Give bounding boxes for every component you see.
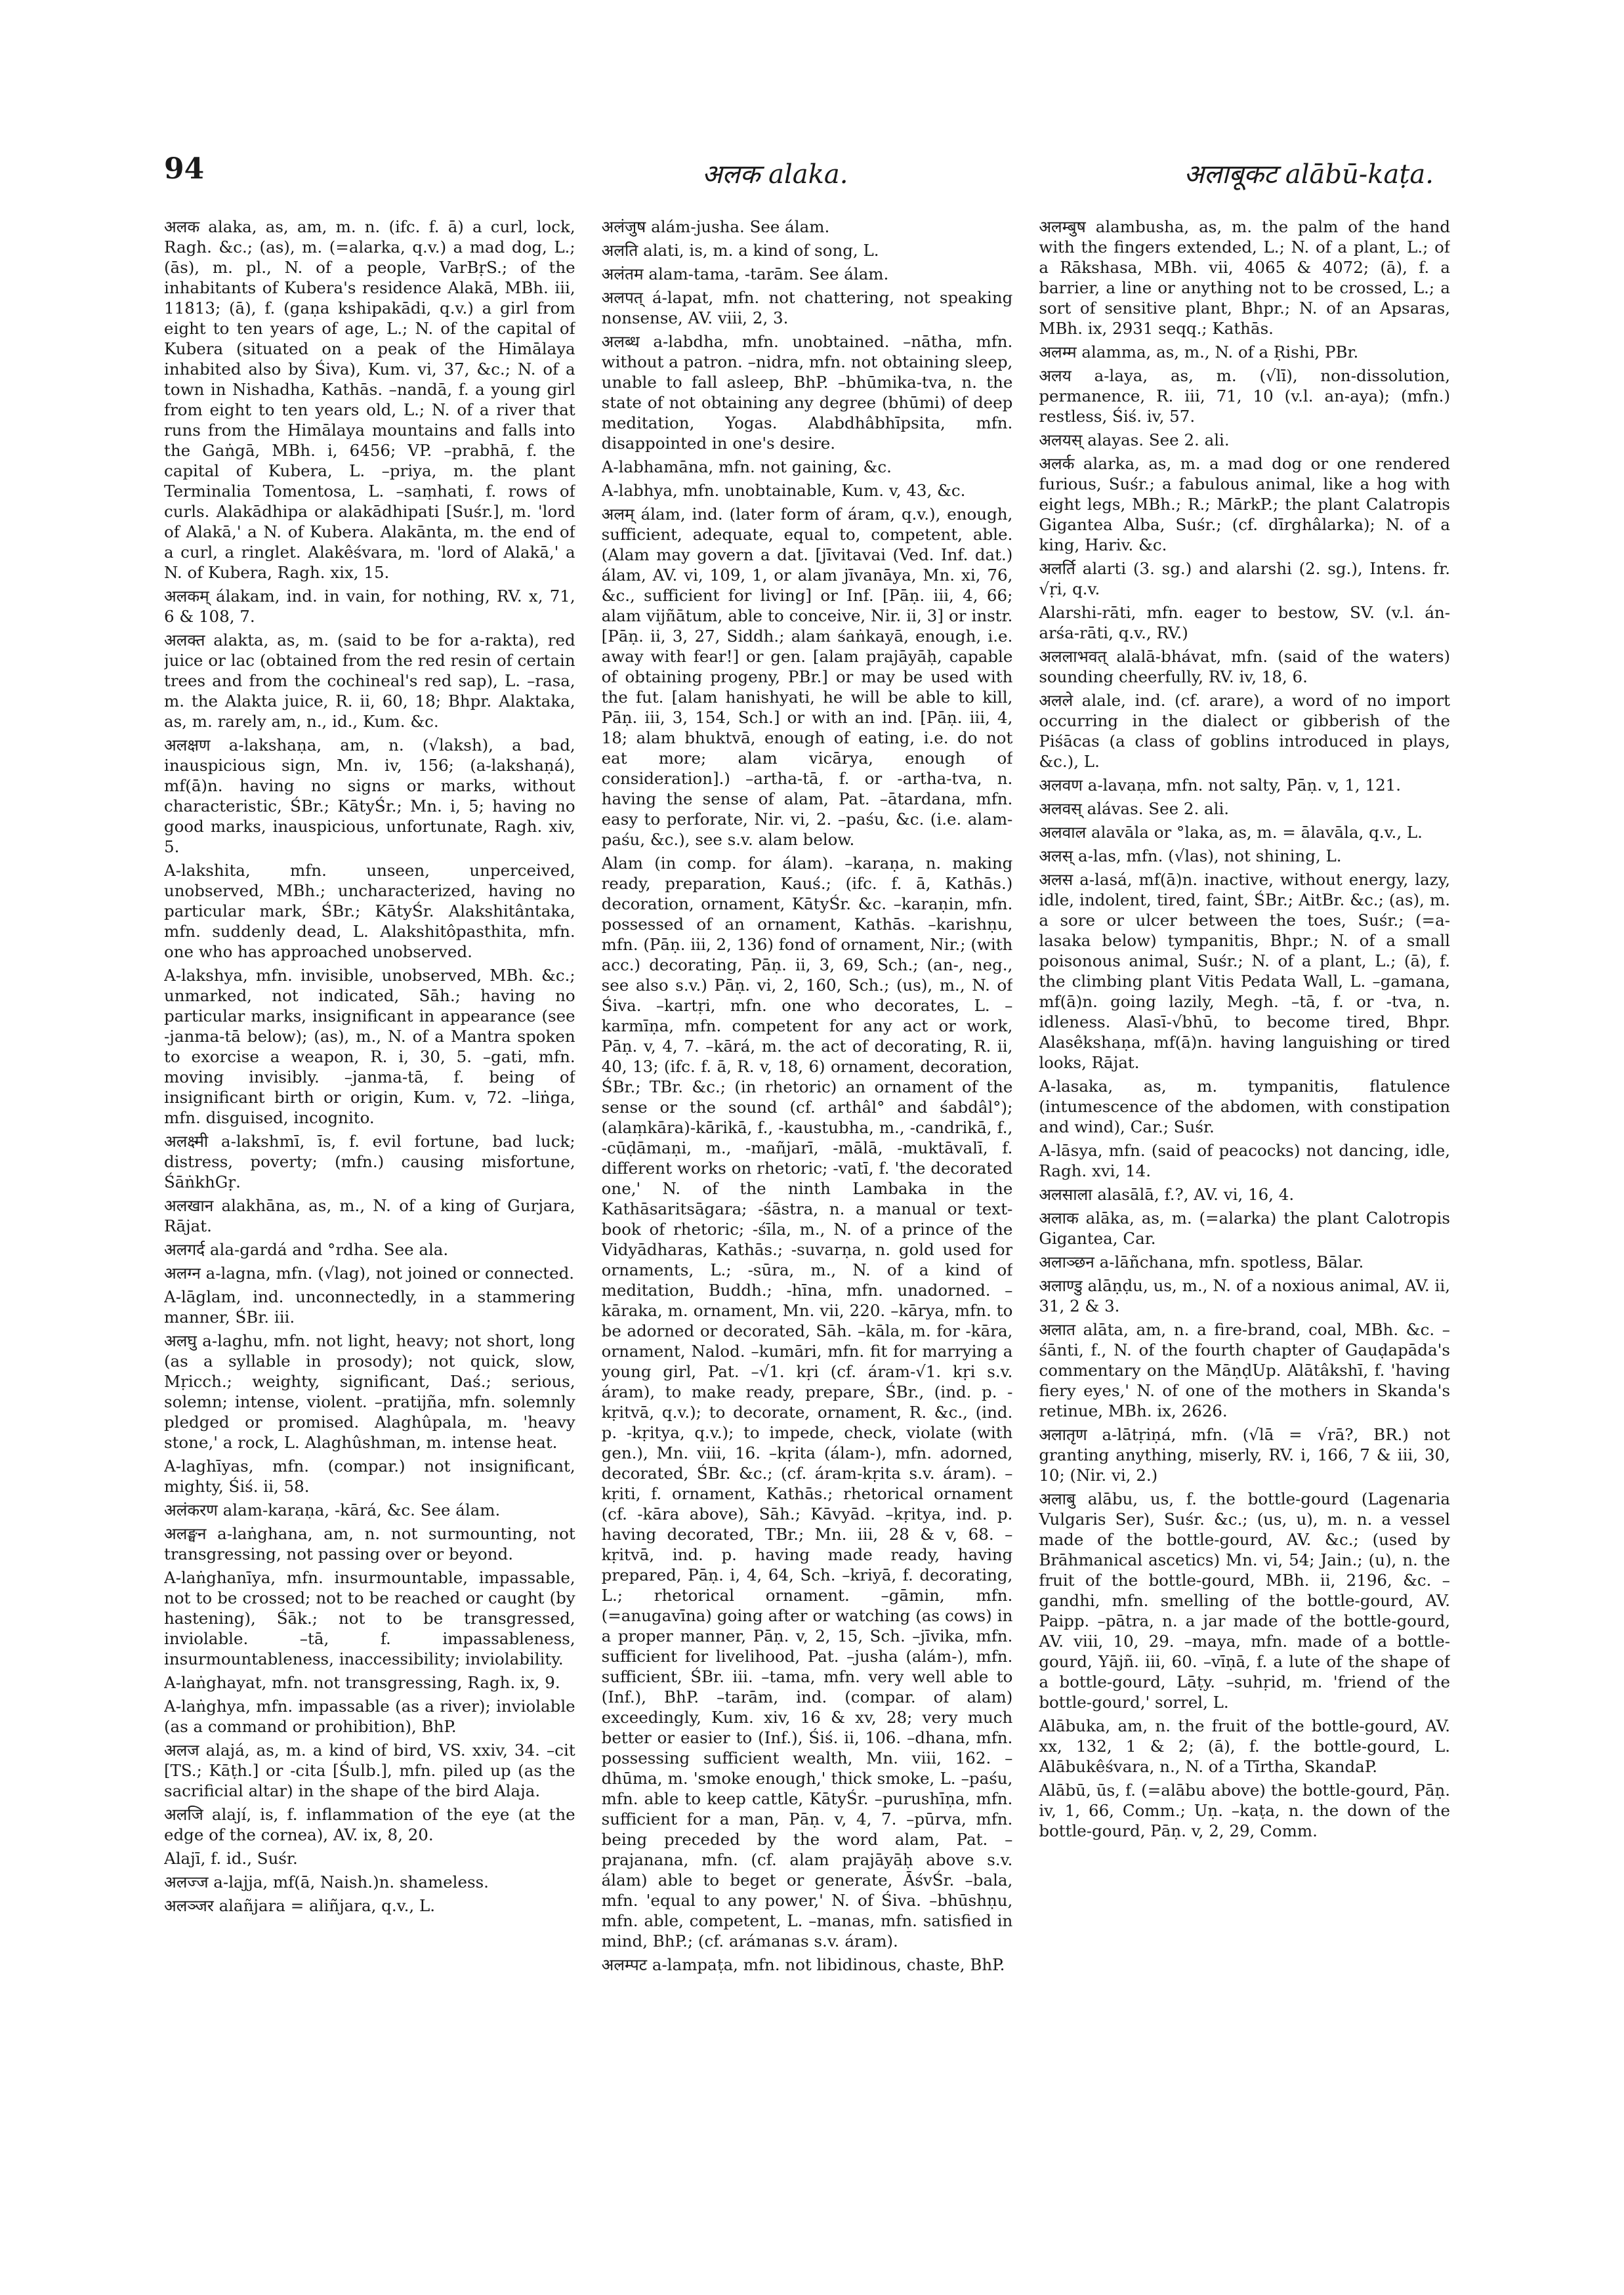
dictionary-entry: A-laṅghayat, mfn. not transgressing, Ragh. ix, 9. (164, 1673, 560, 1692)
dictionary-entry: अलाक alāka, as, m. (=alarka) the plant Calotropis Gigantea, Car. (1039, 1209, 1451, 1248)
column-3 (1039, 217, 1450, 2218)
dictionary-entry: अलसाला alasālā, f.?, AV. vi, 16, 4. (1039, 1185, 1295, 1204)
dictionary-entry: अलर्ति alarti (3. sg.) and alarshi (2. sg.), Intens. fr. √ṛi, q.v. (1039, 559, 1451, 598)
dictionary-entry: अलक्ष्मी a-lakshmī, īs, f. evil fortune, bad luck; distress, poverty; (mfn.) causing misfortune, ŚāṅkhGṛ. (164, 1132, 575, 1191)
dictionary-entry: A-laṅghanīya, mfn. insurmountable, impassable, not to be crossed; not to be reached or caught (by hastening), Śāk.; not to be transgressed, inviolable. –tā, f. impassableness, insurmountableness, inaccessibility; inviolability. (164, 1568, 575, 1668)
dictionary-entry: अलज alajá, as, m. a kind of bird, VS. xxiv, 34. –cit [TS.; Kāṭh.] or -cita [Śulb.], mfn. piled up (as the sacrificial altar) in the shape of the bird Alaja. (164, 1741, 575, 1800)
dictionary-entry: अलय a-laya, as, m. (√lī), non-dissolution, permanence, R. iii, 71, 10 (v.l. an-aya); (mfn.) restless, Śiś. iv, 57. (1039, 366, 1451, 426)
dictionary-entry: अलंजुष alám-jusha. See álam. (601, 217, 830, 236)
dictionary-entry: अलघु a-laghu, mfn. not light, heavy; not short, long (as a syllable in prosody); not quick, slow, Mṛicch.; weighty, significant, Daś.; serious, solemn; intense, violent. –pratijña, mfn. solemnly pledged or promised. Alaghûpala, m. 'heavy stone,' a rock, L. Alaghûshman, m. intense heat. (164, 1331, 575, 1452)
left-running-headword: अलक alaka. (702, 159, 848, 190)
dictionary-entry: अललाभवत् alalā-bhávat, mfn. (said of the waters) sounding cheerfully, RV. iv, 18, 6. (1039, 647, 1451, 686)
dictionary-entry: अलग्न a-lagna, mfn. (√lag), not joined or connected. (164, 1264, 575, 1283)
dictionary-entry: अलम्म alamma, as, m., N. of a Ṛishi, PBr. (1039, 342, 1359, 362)
dictionary-entry: अलब्ध a-labdha, mfn. unobtained. –nātha, mfn. without a patron. –nidra, mfn. not obtaining sleep, unable to fall asleep, BhP. –bhūmika-tva, n. the state of not obtaining any degree (bhūmi) of deep meditation, Yogas. Alabdhâbhīpsita, mfn. disappointed in one's desire. (601, 332, 1013, 453)
dictionary-entry: अलाबु alābu, us, f. the bottle-gourd (Lagenaria Vulgaris Ser), Suśr. &c.; (us, u), m. n. a vessel made of the bottle-gourd, AV. &c.; (used by Brāhmanical ascetics) Mn. vi, 54; Jain.; (u), n. the fruit of the bottle-gourd, MBh. ii, 2196, &c. –gandhi, mfn. smelling of the bottle-gourd, AV. Paipp. –pātra, n. a jar made of the bottle-gourd, AV. viii, 10, 29. –maya, mfn. made of a bottle-gourd, Yājñ. iii, 60. –vīṇā, f. a lute of the shape of a bottle-gourd, Lāṭy. –suhṛid, m. 'friend of the bottle-gourd,' sorrel, L. (1039, 1489, 1451, 1712)
column-2 (602, 217, 1013, 2218)
dictionary-entry: अलपत् á-lapat, mfn. not chattering, not speaking nonsense, AV. viii, 2, 3. (601, 288, 1013, 327)
dictionary-entry: अलवाल alavāla or °laka, as, m. = ālavāla, q.v., L. (1039, 823, 1423, 842)
dictionary-columns (164, 217, 1450, 2218)
dictionary-entry: Alam (in comp. for álam). –karaṇa, n. making ready, preparation, Kauś.; (ifc. f. ā, Kathās.) decoration, ornament, KātyŚr. &c. –karaṇin, mfn. possessed of an ornament, Kathās. –karishṇu, mfn. (Pāṇ. iii, 2, 136) fond of ornament, Nir.; (with acc.) decorating, Pāṇ. ii, 3, 69, Sch.; (an-, neg., see also s.v.) Pāṇ. vi, 2, 160, Sch.; (us), m., N. of Śiva. –kartṛi, mfn. one who decorates, L. –karmīṇa, mfn. competent for any act or work, Pāṇ. v, 4, 7. –kārá, m. the act of decorating, R. ii, 40, 13; (ifc. f. ā, R. v, 18, 6) ornament, decoration, ŚBr.; TBr. &c.; (in rhetoric) an ornament of the sense or the sound (cf. arthâl° and śabdâl°); (alaṃkāra)-kārikā, f., -kaustubha, m., -candrikā, f., -cūḍāmaṇi, m., -mañjarī, -mālā, -muktāvalī, f. different works on rhetoric; -vatī, f. 'the decorated one,' N. of the ninth Lambaka in the Kathāsaritsāgara; -śāstra, n. a manual or text-book of rhetoric; -śīla, m., N. of a prince of the Vidyādharas, Kathās.; -suvarṇa, n. gold used for ornaments, L.; -sūra, m., N. of a kind of meditation, Buddh.; -hīna, mfn. unadorned. –kāraka, m. ornament, Mn. vii, 220. –kārya, mfn. to be adorned or decorated, Sāh. –kāla, m. for -kāra, ornament, Nalod. –kumāri, mfn. fit for marrying a young girl, Pat. –√1. kṛi (cf. áram-√1. kṛi s.v. áram), to make ready, prepare, ŚBr., (ind. p. -kṛitvā, q.v.); to decorate, ornament, R. &c., (ind. p. -kṛitya, q.v.); to impede, check, violate (with gen.), Mn. viii, 16. –kṛita (álam-), mfn. adorned, decorated, ŚBr. &c.; (cf. áram-kṛita s.v. áram). –kṛiti, f. ornament, Kathās.; rhetorical ornament (cf. -kāra above), Sāh.; Kāvyād. –kṛitya, ind. p. having decorated, TBr.; Mn. iii, 28 & v, 68. –kṛitvā, ind. p. having made ready, having prepared, Pāṇ. i, 4, 64, Sch. –kriyā, f. decorating, L.; rhetorical ornament. –gāmin, mfn. (=anugavīna) going after or watching (as cows) in a proper manner, Pāṇ. v, 2, 15, Sch. –jīvika, mfn. sufficient for livelihood, Pat. –jusha (alám-), mfn. sufficient, ŚBr. iii. –tama, mfn. very well able to (Inf.), BhP. –tarām, ind. (compar. of alam) exceedingly, Kum. xiv, 16 & xv, 28; very much better or easier to (Inf.), Śiś. ii, 106. –dhana, mfn. possessing sufficient wealth, Mn. viii, 162. –dhūma, m. 'smoke enough,' thick smoke, L. –paśu, mfn. able to keep cattle, KātyŚr. –purushīṇa, mfn. sufficient for a man, Pāṇ. v, 4, 7. –pūrva, mfn. being preceded by the word alam, Pat. –prajanana, mfn. (cf. alam prajāyāḥ above s.v. álam) able to beget or generate, ĀśvŚr. –bala, mfn. 'equal to any power,' N. of Śiva. –bhūshṇu, mfn. able, competent, L. –manas, mfn. satisfied in mind, BhP.; (cf. arámanas s.v. áram). (601, 854, 1013, 1951)
column-1 (164, 217, 575, 2218)
dictionary-entry: A-lasaka, as, m. tympanitis, flatulence (intumescence of the abdomen, with constipation and wind), Car.; Suśr. (1039, 1077, 1451, 1136)
dictionary-entry: A-lāsya, mfn. (said of peacocks) not dancing, idle, Ragh. xvi, 14. (1039, 1141, 1451, 1180)
dictionary-entry: अलंकरण alam-karaṇa, -kārá, &c. See álam. (164, 1500, 501, 1520)
dictionary-entry: Alābuka, am, n. the fruit of the bottle-gourd, AV. xx, 132, 1 & 2; (ā), f. the bottle-gourd, L. Alābukêśvara, n., N. of a Tīrtha, SkandaP. (1039, 1716, 1451, 1776)
dictionary-entry: अलात alāta, am, n. a fire-brand, coal, MBh. &c. –śānti, f., N. of the fourth chapter of Gauḍapāda's commentary on the MāṇḍUp. Alātâkshī, f. 'having fiery eyes,' N. of one of the mothers in Skanda's retinue, MBh. ix, 2626. (1039, 1320, 1451, 1420)
dictionary-entry: अलवस् alávas. See 2. ali. (1039, 799, 1230, 818)
dictionary-entry: अलम्बुष alambusha, as, m. the palm of the hand with the fingers extended, L.; N. of a plant, L.; of a Rākshasa, MBh. vii, 4065 & 4072; (ā), f. a barrier, a line or anything not to be crossed, L.; a sort of sensitive plant, Bhpr.; N. of an Apsaras, MBh. ix, 2931 seqq.; Kathās. (1039, 217, 1451, 338)
page-number: 94 (164, 152, 205, 186)
dictionary-entry: A-labhya, mfn. unobtainable, Kum. v, 43, &c. (601, 481, 966, 500)
dictionary-entry: अलस् a-las, mfn. (√las), not shining, L. (1039, 846, 1342, 865)
dictionary-entry: अलर्क alarka, as, m. a mad dog or one rendered furious, Suśr.; a fabulous animal, like a hog with eight legs, MBh.; R.; MārkP.; the plant Calatropis Gigantea Alba, Suśr.; (cf. dīrghâlarka); N. of a king, Hariv. &c. (1039, 454, 1451, 554)
dictionary-entry: अलज्ज a-lajja, mf(ā, Naish.)n. shameless. (164, 1872, 489, 1892)
dictionary-entry: अलक्त alakta, as, m. (said to be for a-rakta), red juice or lac (obtained from the red resin of certain trees and from the cochineal's red sap), L. –rasa, m. the Alakta juice, R. ii, 60, 18; Bhpr. Alaktaka, as, m. rarely am, n., id., Kum. &c. (164, 631, 575, 731)
dictionary-entry: अलति alati, is, m. a kind of song, L. (601, 241, 879, 260)
dictionary-entry: अलम्पट a-lampaṭa, mfn. not libidinous, chaste, BhP. (601, 1955, 1005, 1974)
dictionary-entry: A-labhamāna, mfn. not gaining, &c. (601, 457, 892, 476)
dictionary-entry: अलंतम alam-tama, -tarām. See álam. (601, 264, 889, 283)
dictionary-entry: अलाञ्छन a-lāñchana, mfn. spotless, Bālar. (1039, 1252, 1364, 1272)
dictionary-entry: A-laṅghya, mfn. impassable (as a river); inviolable (as a command or prohibition), BhP. (164, 1697, 575, 1736)
dictionary-entry: अलङ्घन a-laṅghana, am, n. not surmounting, not transgressing, not passing over or beyond. (164, 1524, 575, 1563)
dictionary-entry: Alajī, f. id., Suśr. (164, 1849, 298, 1868)
dictionary-entry: A-lakshita, mfn. unseen, unperceived, unobserved, MBh.; uncharacterized, having no particular mark, ŚBr.; KātyŚr. Alakshitântaka, mfn. suddenly dead, L. Alakshitôpasthita, mfn. one who has approached unobserved. (164, 861, 575, 961)
dictionary-entry: अलक alaka, as, am, m. n. (ifc. f. ā) a curl, lock, Ragh. &c.; (as), m. (=alarka, q.v.) a mad dog, L.; (ās), m. pl., N. of a people, VarBṛS.; of the inhabitants of Kubera's residence Alakā, MBh. iii, 11813; (ā), f. (gaṇa kshipakādi, q.v.) a girl from eight to ten years of age, L.; N. of the capital of Kubera (situated on a peak of the Himālaya inhabited also by Śiva), Kum. vi, 37, &c.; N. of a town in Nishadha, Kathās. –nandā, f. a young girl from eight to ten years old, L.; N. of a river that runs from the Himālaya mountains and falls into the Gaṅgā, MBh. i, 6456; VP. –prabhā, f. the capital of Kubera, L. –priya, m. the plant Terminalia Tomentosa, L. –saṃhati, f. rows of curls. Alakādhipa or alakādhipati [Suśr.], m. 'lord of Alakā,' a N. of Kubera. Alakānta, m. the end of a curl, a ringlet. Alakêśvara, m. 'lord of Alakā,' a N. of Kubera, Ragh. xix, 15. (164, 217, 575, 582)
dictionary-entry: अलक्षण a-lakshaṇa, am, n. (√laksh), a bad, inauspicious sign, Mn. iv, 156; (a-lakshaṇá), mf(ā)n. having no signs or marks, without characteristic, ŚBr.; KātyŚr.; Mn. i, 5; having no good marks, inauspicious, unfortunate, Ragh. xiv, 5. (164, 735, 575, 856)
dictionary-entry: Alarshi-rāti, mfn. eager to bestow, SV. (v.l. án-arśa-rāti, q.v., RV.) (1039, 603, 1451, 642)
dictionary-entry: A-laghīyas, mfn. (compar.) not insignificant, mighty, Śiś. ii, 58. (164, 1457, 575, 1496)
dictionary-entry: अलवण a-lavaṇa, mfn. not salty, Pāṇ. v, 1, 121. (1039, 775, 1402, 795)
dictionary-entry: अलगर्द ala-gardá and °rdha. See ala. (164, 1240, 449, 1259)
dictionary-entry: अलम् álam, ind. (later form of áram, q.v.), enough, sufficient, adequate, equal to, competent, able. (Alam may govern a dat. [jīvitavai (Ved. Inf. dat.) álam, AV. vi, 109, 1, or alam jīvanāya, Mn. xi, 76, &c., sufficient for living] or Inf. [Pāṇ. iii, 4, 66; alam vijñātum, able to conceive, Nir. ii, 3] or instr. [Pāṇ. ii, 3, 27, Siddh.; alam śaṅkayā, enough, i.e. away with fear!] or gen. [alam prajāyāḥ, capable of obtaining progeny, PBr.] or may be used with the fut. [alam hanishyati, he will be able to kill, Pāṇ. iii, 3, 154, Sch.] or with an ind. [Pāṇ. iii, 4, 18; alam bhuktvā, enough of eating, i.e. do not eat more; alam vicārya, enough of consideration].) –artha-tā, f. or -artha-tva, n. having the sense of alam, Pat. –ātardana, mfn. easy to perforate, Nir. vi, 2. –paśu, &c. (i.e. alam-paśu, &c.), see s.v. alam below. (601, 505, 1013, 849)
dictionary-entry: अलयस् alayas. See 2. ali. (1039, 430, 1230, 449)
dictionary-entry: अलखान alakhāna, as, m., N. of a king of Gurjara, Rājat. (164, 1196, 575, 1235)
dictionary-entry: अलातृण a-lātṛiṇá, mfn. (√lā = √rā?, BR.) not granting anything, miserly, RV. i, 166, 7 & iii, 30, 10; (Nir. vi, 2.) (1039, 1425, 1451, 1485)
dictionary-entry: अलकम् álakam, ind. in vain, for nothing, RV. x, 71, 6 & 108, 7. (164, 587, 575, 626)
dictionary-entry: अलाण्डु alāṇḍu, us, m., N. of a noxious animal, AV. ii, 31, 2 & 3. (1039, 1276, 1451, 1315)
right-running-headword: अलाबूकट alābū-kaṭa. (1184, 159, 1434, 190)
dictionary-entry: अलजि alají, is, f. inflammation of the eye (at the edge of the cornea), AV. ix, 8, 20. (164, 1805, 575, 1844)
dictionary-entry: अलञ्जर alañjara = aliñjara, q.v., L. (164, 1896, 436, 1915)
dictionary-entry: अलले alale, ind. (cf. arare), a word of no import occurring in the dialect or gibberish of the Piśācas (a class of goblins introduced in plays, &c.), L. (1039, 691, 1451, 771)
dictionary-entry: Alābū, ūs, f. (=alābu above) the bottle-gourd, Pāṇ. iv, 1, 66, Comm.; Uṇ. –kaṭa, n. the down of the bottle-gourd, Pāṇ. v, 2, 29, Comm. (1039, 1781, 1451, 1840)
page-header (164, 152, 1434, 211)
dictionary-entry: अलस a-lasá, mf(ā)n. inactive, without energy, lazy, idle, indolent, tired, faint, ŚBr.; AitBr. &c.; (as), m. a sore or ulcer between the toes, Suśr.; (=a-lasaka below) tympanitis, Bhpr.; N. of a small poisonous animal, Suśr.; N. of a plant, L.; (ā), f. the climbing plant Vitis Pedata Wall, L. –gamana, mf(ā)n. going lazily, Megh. –tā, f. or -tva, n. idleness. Alasī-√bhū, to become tired, Bhpr. Alasêkshaṇa, mf(ā)n. having languishing or tired looks, Rājat. (1039, 870, 1451, 1072)
dictionary-entry: A-lāglam, ind. unconnectedly, in a stammering manner, ŚBr. iii. (164, 1287, 575, 1327)
dictionary-entry: A-lakshya, mfn. invisible, unobserved, MBh. &c.; unmarked, not indicated, Sāh.; having no particular marks, insignificant in appearance (see -janma-tā below); (as), m., N. of a Mantra spoken to exorcise a weapon, R. i, 30, 5. –gati, mfn. moving invisibly. –janma-tā, f. being of insignificant birth or origin, Kum. v, 72. –liṅga, mfn. disguised, incognito. (164, 966, 575, 1127)
